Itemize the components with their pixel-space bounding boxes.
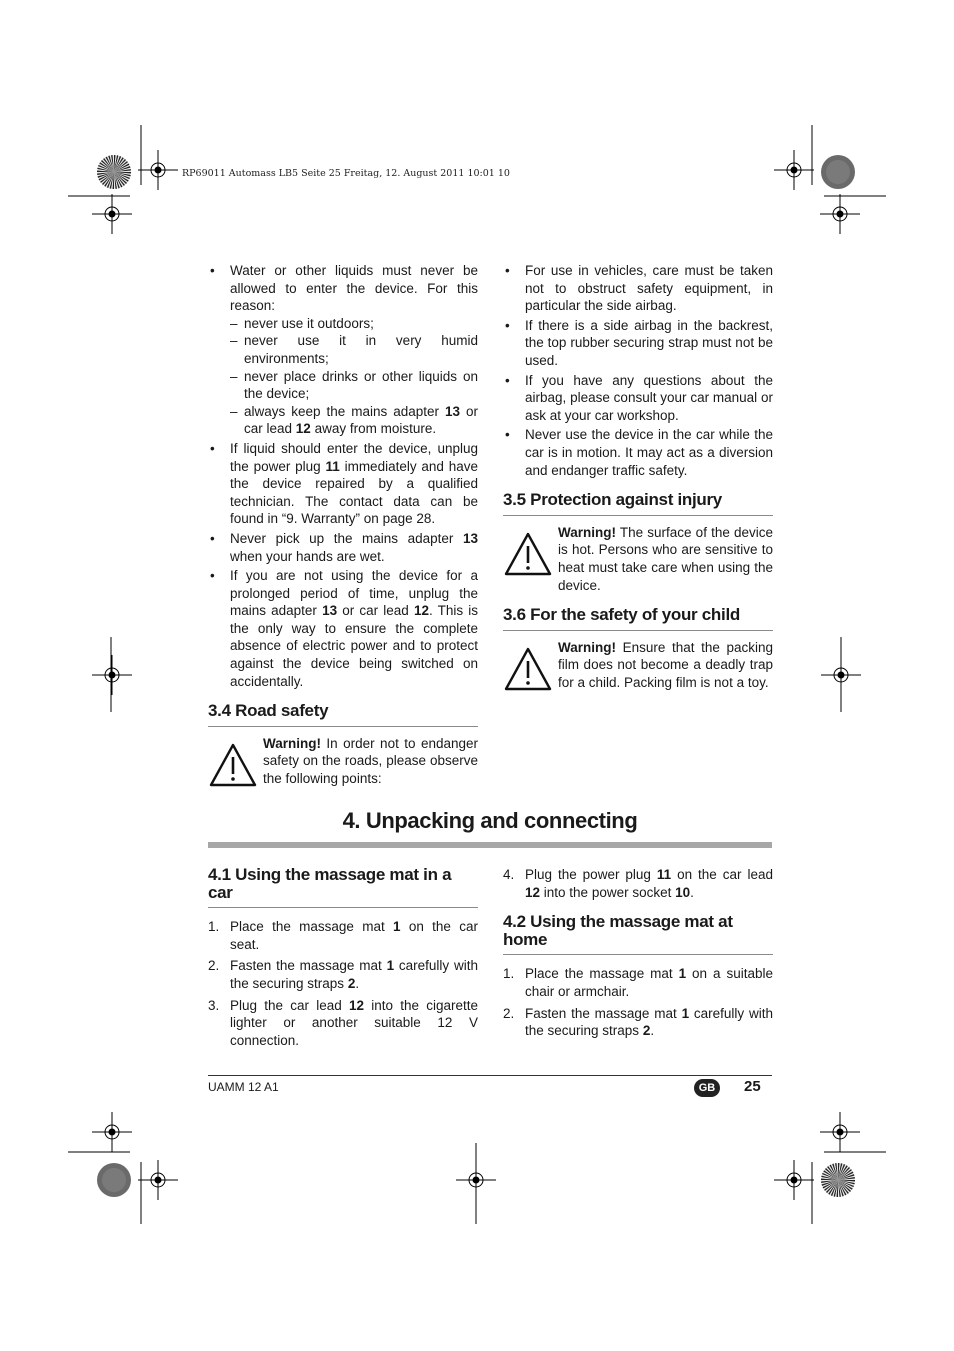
ref-number: 12 — [525, 884, 541, 900]
crosshair-registration-mark-icon — [138, 1160, 178, 1200]
warning-text: The surface of the device is hot. Persons who are sensitive to heat must take care when using the device. — [558, 524, 773, 593]
ref-number: 12 — [413, 603, 429, 619]
crosshair-registration-mark-icon — [456, 1160, 496, 1200]
left-column-top — [208, 262, 478, 803]
text-run: on the car lead — [671, 867, 773, 882]
text-run: . — [650, 1023, 655, 1039]
step-number: 4. — [503, 867, 515, 882]
warning-block — [503, 524, 773, 594]
text-run: Place the massage mat — [525, 966, 679, 982]
text-run: when your hands are wet. — [230, 548, 385, 564]
dash-item: – never use it in very humid environments; — [208, 332, 478, 367]
radial-color-target-icon — [821, 1163, 855, 1197]
section-heading: 4.2 Using the massage mat at home — [503, 913, 773, 955]
list-item: • Never use the device in the car while the car is in motion. It may act as a diversion and endanger traffic safety. — [503, 426, 773, 479]
text-run: always keep the mains adapter — [244, 403, 445, 419]
right-column-bottom — [503, 866, 773, 1044]
warning-triangle-icon — [504, 532, 552, 581]
warning-label: Warning! — [263, 735, 321, 751]
text-run: or car lead — [337, 603, 414, 619]
crosshair-registration-mark-icon — [774, 1160, 814, 1200]
numbered-step — [503, 866, 773, 901]
language-badge: GB — [694, 1079, 720, 1097]
crosshair-registration-mark-icon — [92, 194, 132, 234]
page-number: 25 — [744, 1078, 761, 1095]
list-item: • If you have any questions about the airbag, please consult your car manual or ask at your car workshop. — [503, 372, 773, 425]
text-run: . — [690, 884, 694, 900]
ref-number: 11 — [325, 458, 340, 474]
ref-number: 2 — [347, 975, 356, 991]
step-number: 1. — [208, 919, 220, 935]
ref-number: 11 — [656, 867, 672, 882]
text-run: into the cigarette lighter or another suitable 12 V connection. — [230, 997, 478, 1048]
text-run: Fasten the massage mat — [525, 1005, 682, 1021]
warning-label: Warning! — [558, 524, 616, 540]
section-heading: 3.4 Road safety — [208, 702, 478, 727]
text-run: on a suitable chair or armchair. — [525, 966, 773, 999]
left-column-bottom — [208, 866, 478, 1053]
chapter-rule — [208, 842, 772, 848]
list-item: • For use in vehicles, care must be taken not to obstruct safety equipment, in particular the side airbag. — [503, 262, 773, 315]
list-item — [208, 262, 478, 438]
warning-label: Warning! — [558, 639, 616, 655]
text-run: If liquid should enter the device, unplug the power plug — [230, 440, 478, 474]
step-number: 2. — [503, 1005, 515, 1021]
step-number: 2. — [208, 958, 220, 974]
text-run: on the car seat. — [230, 919, 478, 952]
dash-item: – never place drinks or other liquids on the device; — [208, 368, 478, 403]
text-run: Never pick up the mains adapter — [230, 530, 463, 546]
crosshair-registration-mark-icon — [92, 655, 132, 695]
text-run: . — [355, 975, 360, 991]
list-item — [208, 530, 478, 565]
crosshair-registration-mark-icon — [820, 1112, 860, 1152]
bullet-text: Water or other liquids must never be allowed to enter the device. For this reason: — [230, 263, 478, 314]
ref-number: 1 — [393, 919, 401, 935]
dash-item: – never use it outdoors; — [208, 315, 478, 333]
text-run: carefully with the securing straps — [230, 958, 478, 991]
text-run: into the power socket — [540, 884, 676, 900]
footer-rule — [208, 1075, 772, 1076]
numbered-step — [208, 997, 478, 1050]
text-run: or car lead — [244, 403, 478, 437]
text-run: If you are not using the device for a prolonged period of time, unplug the mains adapter — [230, 568, 478, 619]
step-number: 1. — [503, 966, 515, 982]
list-item — [208, 567, 478, 690]
ref-number: 13 — [444, 403, 461, 419]
step-number: 3. — [208, 997, 220, 1013]
chapter-title: 4. Unpacking and connecting — [342, 808, 638, 833]
ref-number: 10 — [675, 884, 691, 900]
ref-number: 13 — [322, 603, 338, 619]
crosshair-registration-mark-icon — [92, 1112, 132, 1152]
ref-number: 1 — [386, 958, 395, 974]
warning-triangle-icon — [504, 647, 552, 696]
text-run: carefully with the securing straps — [525, 1005, 773, 1039]
radial-color-target-icon — [97, 1163, 131, 1197]
radial-color-target-icon — [97, 155, 131, 189]
ref-number: 1 — [681, 1005, 690, 1021]
numbered-step — [503, 965, 773, 1000]
crosshair-registration-mark-icon — [821, 655, 861, 695]
right-column-top — [503, 262, 773, 707]
text-run: Plug the power plug — [525, 867, 657, 882]
text-run: Plug the car lead — [230, 997, 349, 1013]
section-heading: 3.5 Protection against injury — [503, 491, 773, 516]
list-item — [208, 440, 478, 528]
ref-number: 2 — [642, 1023, 651, 1039]
warning-triangle-icon — [209, 743, 257, 792]
crosshair-registration-mark-icon — [774, 150, 814, 190]
warning-text: Ensure that the packing film does not become a deadly trap for a child. Packing film is not a toy. — [558, 639, 773, 690]
section-heading: 3.6 For the safety of your child — [503, 606, 773, 631]
warning-text: In order not to endanger safety on the roads, please observe the following points: — [263, 735, 478, 787]
ref-number: 12 — [348, 997, 364, 1013]
crosshair-registration-mark-icon — [820, 194, 860, 234]
ref-number: 12 — [295, 421, 311, 437]
text-run: away from moisture. — [310, 421, 437, 437]
footer-model: UAMM 12 A1 — [208, 1080, 279, 1094]
print-meta-line: RP69011 Automass LB5 Seite 25 Freitag, 12. August 2011 10:01 10 — [182, 168, 510, 179]
radial-color-target-icon — [821, 155, 855, 189]
warning-block — [208, 735, 478, 803]
numbered-step — [208, 957, 478, 992]
crosshair-registration-mark-icon — [138, 150, 178, 190]
dash-item — [208, 403, 478, 438]
warning-block — [503, 639, 773, 707]
list-item: • If there is a side airbag in the backrest, the top rubber securing strap must not be used. — [503, 317, 773, 370]
text-run: immediately and have the device repaired by a qualified technician. The contact data can be found in “9. Warranty” on page 28. — [230, 458, 479, 527]
numbered-step — [208, 918, 478, 953]
section-heading: 4.1 Using the massage mat in a car — [208, 866, 478, 908]
numbered-step — [503, 1005, 773, 1040]
ref-number: 13 — [462, 530, 478, 546]
ref-number: 1 — [678, 966, 687, 982]
text-run: . This is the only way to ensure the complete absence of electric power and to protect against the device being switched on accidentally. — [230, 603, 478, 689]
text-run: Fasten the massage mat — [230, 958, 387, 974]
text-run: Place the massage mat — [230, 919, 394, 935]
